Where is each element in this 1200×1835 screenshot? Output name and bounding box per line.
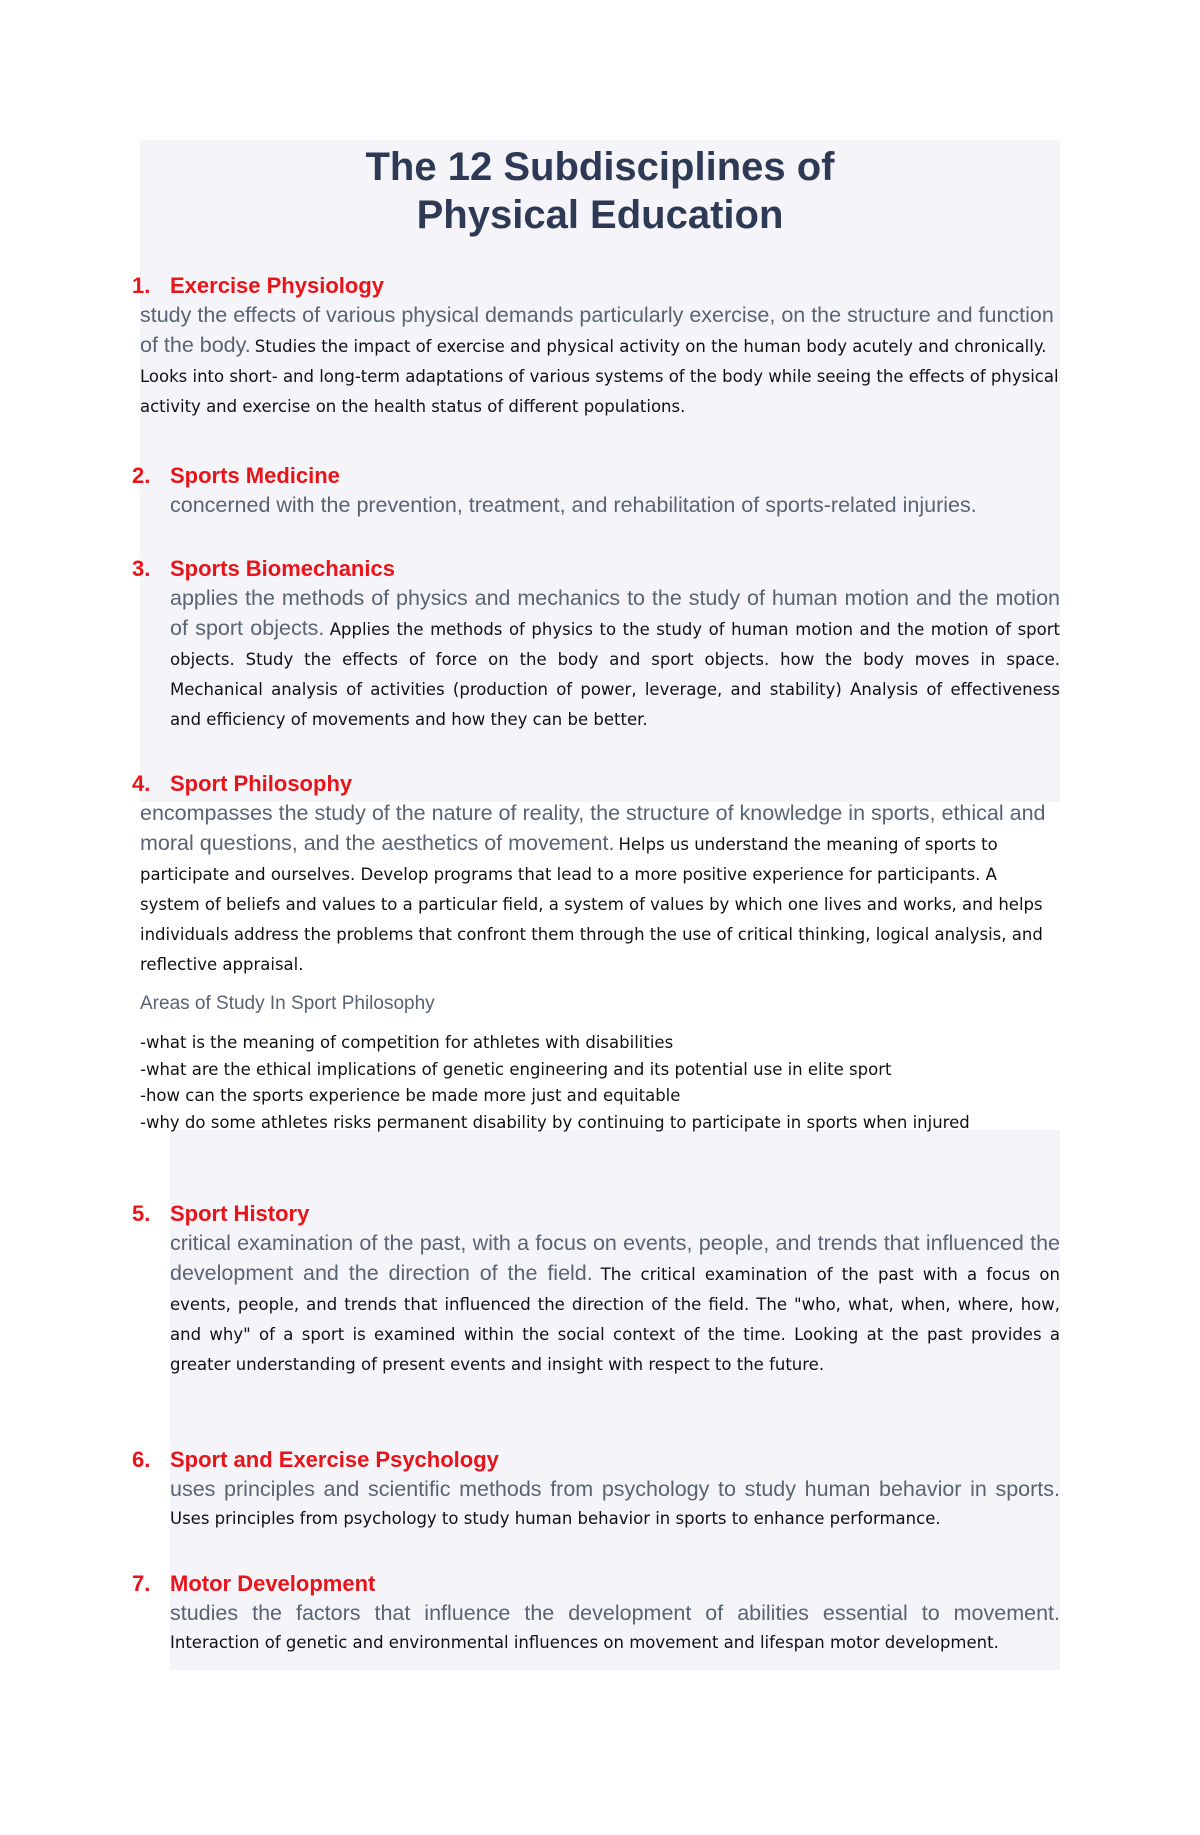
title-line-1: The 12 Subdisciplines of xyxy=(365,145,835,189)
section-number: 2. xyxy=(132,463,151,488)
list-item: -what is the meaning of competition for athletes with disabilities xyxy=(140,1033,674,1052)
section-title: Motor Development xyxy=(170,1571,376,1596)
section-lead: concerned with the prevention, treatment, and rehabilitation of sports-related injuries. xyxy=(170,493,977,517)
section-lead: uses principles and scientific methods from psychology to study human behavior in sports. xyxy=(170,1477,1060,1501)
section-sport-philosophy xyxy=(132,770,1060,1136)
section-text xyxy=(140,1474,1060,1534)
list-item: -why do some athletes risks permanent disability by continuing to participate in sports when injured xyxy=(140,1112,970,1132)
section-heading xyxy=(132,555,1060,583)
section-heading xyxy=(132,1570,1060,1598)
section-lead: applies the methods of physics and mechanics to the study of human motion and the motion of sport objects. xyxy=(170,586,1060,640)
section-motor-development xyxy=(132,1570,1060,1658)
section-detail: Interaction of genetic and environmental influences on movement and lifespan motor development. xyxy=(170,1633,999,1652)
section-number: 1. xyxy=(132,273,151,298)
section-heading xyxy=(132,272,1060,300)
section-title: Sport History xyxy=(170,1201,310,1226)
section-heading xyxy=(132,1200,1060,1228)
section-text xyxy=(140,1228,1060,1380)
section-exercise-physiology xyxy=(132,272,1060,422)
section-lead: encompasses the study of the nature of reality, the structure of knowledge in sports, ethical and moral questions, and the aesthetics of movement. xyxy=(140,801,1046,855)
section-number: 7. xyxy=(132,1571,151,1596)
list-item: -what are the ethical implications of genetic engineering and its potential use in elite sport xyxy=(140,1059,892,1079)
section-detail: Studies the impact of exercise and physical activity on the human body acutely and chronically. Looks into short- and long-term adaptations of various systems of the body while seeing the effects of physical activity and exercise on the health status of different populations. xyxy=(140,337,1059,416)
areas-of-study-list xyxy=(140,1030,1060,1136)
section-number: 6. xyxy=(132,1447,151,1472)
section-sports-biomechanics xyxy=(132,555,1060,735)
section-text xyxy=(140,583,1060,735)
section-title: Sport Philosophy xyxy=(170,771,353,796)
section-detail: Applies the methods of physics to the study of human motion and the motion of sport objects. Study the effects of force on the body and sport objects. how the body moves in space. Mechanical analysis of activities (production of power, leverage, and stability) Analysis of effectiveness and efficiency of movements and how they can be better. xyxy=(170,620,1060,729)
section-text xyxy=(140,1598,1060,1658)
section-heading xyxy=(132,462,1060,490)
section-lead: critical examination of the past, with a focus on events, people, and trends that influenced the development and the direction of the field. xyxy=(170,1231,1060,1285)
section-text xyxy=(140,300,1060,422)
section-title: Exercise Physiology xyxy=(170,273,384,298)
section-sport-history xyxy=(132,1200,1060,1380)
section-detail: The critical examination of the past with a focus on events, people, and trends that influenced the direction of the field. The "who, what, when, where, how, and why" of a sport is examined within the social context of the time. Looking at the past provides a greater understanding of present events and insight with respect to the future. xyxy=(170,1265,1060,1374)
section-number: 4. xyxy=(132,771,151,796)
title-line-2: Physical Education xyxy=(416,193,784,237)
section-heading xyxy=(132,770,1060,798)
section-heading xyxy=(132,1446,1060,1474)
section-title: Sports Biomechanics xyxy=(170,556,395,581)
section-detail: Uses principles from psychology to study human behavior in sports to enhance performance. xyxy=(170,1509,941,1528)
areas-of-study-heading: Areas of Study In Sport Philosophy xyxy=(140,993,435,1014)
section-number: 5. xyxy=(132,1201,151,1226)
section-lead: studies the factors that influence the development of abilities essential to movement. xyxy=(170,1601,1060,1625)
section-number: 3. xyxy=(132,556,151,581)
list-item: -how can the sports experience be made more just and equitable xyxy=(140,1086,681,1105)
section-sport-exercise-psychology xyxy=(132,1446,1060,1534)
section-title: Sport and Exercise Psychology xyxy=(170,1447,499,1472)
section-text xyxy=(140,490,1060,520)
section-lead: study the effects of various physical demands particularly exercise, on the structure and function of the body. xyxy=(140,303,1054,357)
section-detail: Helps us understand the meaning of sports to participate and ourselves. Develop programs that lead to a more positive experience for participants. A system of beliefs and values to a particular field, a system of values by which one lives and works, and helps individuals address the problems that confront them through the use of critical thinking, logical analysis, and reflective appraisal. xyxy=(140,835,1043,974)
section-title: Sports Medicine xyxy=(170,463,340,488)
document-title xyxy=(140,140,1060,242)
section-text xyxy=(140,798,1060,980)
section-sports-medicine xyxy=(132,462,1060,520)
